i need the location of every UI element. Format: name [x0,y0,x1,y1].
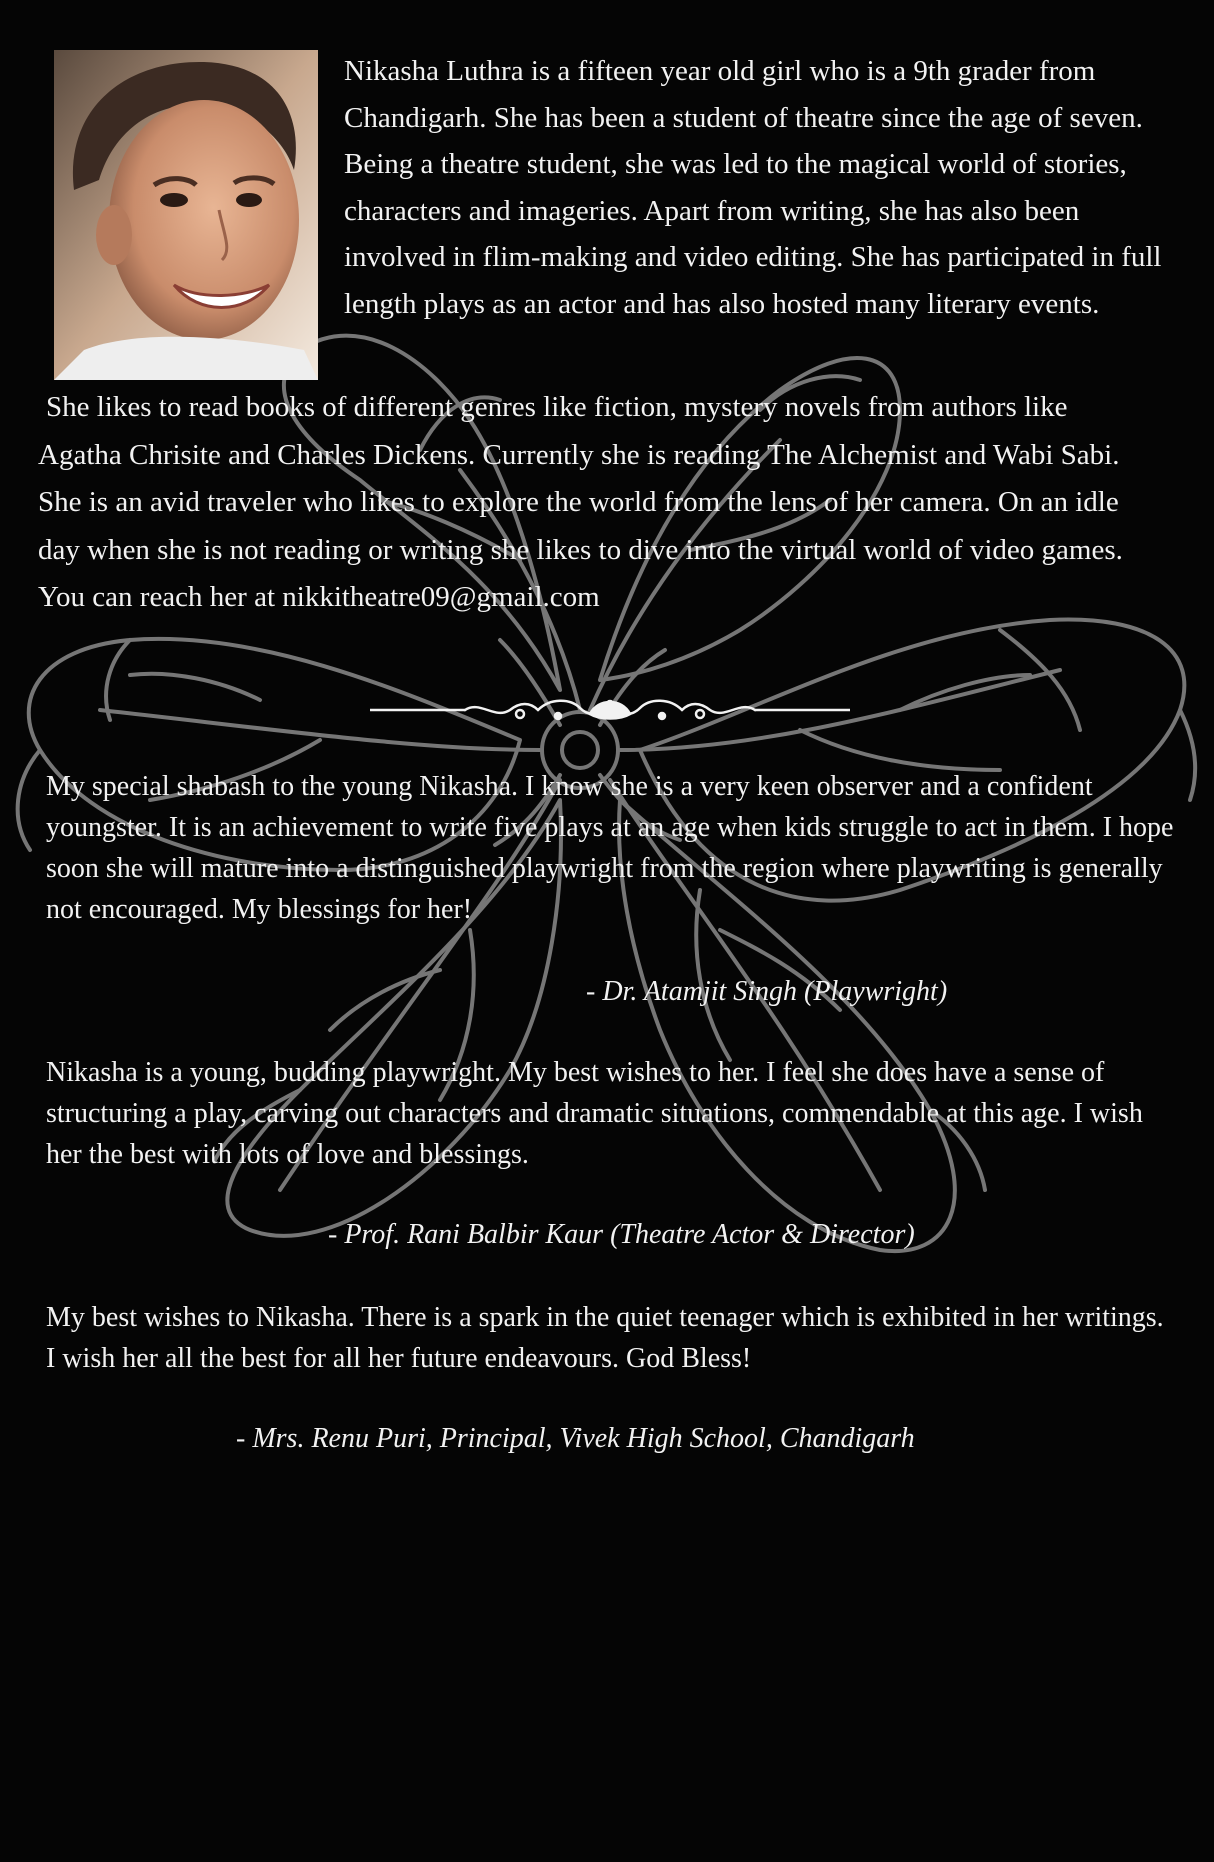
author-bio-text: She likes to read books of different genres like fiction, mystery novels from authors like Agatha Chrisite and Charles Dickens. Currently she is reading The Alchemist and Wabi Sabi. She is an avid traveler who likes to explore the world from the lens of her camera. On an idle day when she is not reading or writing she likes to dive into the virtual world of video games. You can reach her at nikkitheatre09@gmail.com [38,391,1123,613]
author-bio-paragraph [38,384,1148,622]
testimonial-3-attribution: - Mrs. Renu Puri, Principal, Vivek High School, Chandigarh [236,1423,915,1454]
testimonial-3-text: My best wishes to Nikasha. There is a spark in the quiet teenager which is exhibited in her writings. I wish her all the best for all her future endeavours. God Bless! [46,1302,1164,1374]
author-portrait-photo [54,50,318,380]
author-intro-paragraph: Nikasha Luthra is a fifteen year old girl who is a 9th grader from Chandigarh. She has been a student of theatre since the age of seven. Being a theatre student, she was led to the magical world of stories, characters and imageries. Apart from writing, she has also been involved in flim-making and video editing. She has participated in full length plays as an actor and has also hosted many literary events. [344,55,1162,320]
testimonial-2-text: Nikasha is a young, budding playwright. My best wishes to her. I feel she does have a sense of structuring a play, carving out characters and dramatic situations, commendable at this age. I wish her the best with lots of love and blessings. [46,1057,1143,1170]
testimonial-1-attribution: - Dr. Atamjit Singh (Playwright) [586,976,948,1007]
ornamental-divider-icon [370,696,850,724]
testimonial-1-text: My special shabash to the young Nikasha. I know she is a very keen observer and a confident youngster. It is an achievement to write five plays at an age when kids struggle to act in them. I hope soon she will mature into a distinguished playwright from the region where playwriting is generally not encouraged. My blessings for her! [46,771,1174,925]
testimonial-2-attribution: - Prof. Rani Balbir Kaur (Theatre Actor & Director) [328,1219,915,1250]
author-photo [54,50,318,380]
